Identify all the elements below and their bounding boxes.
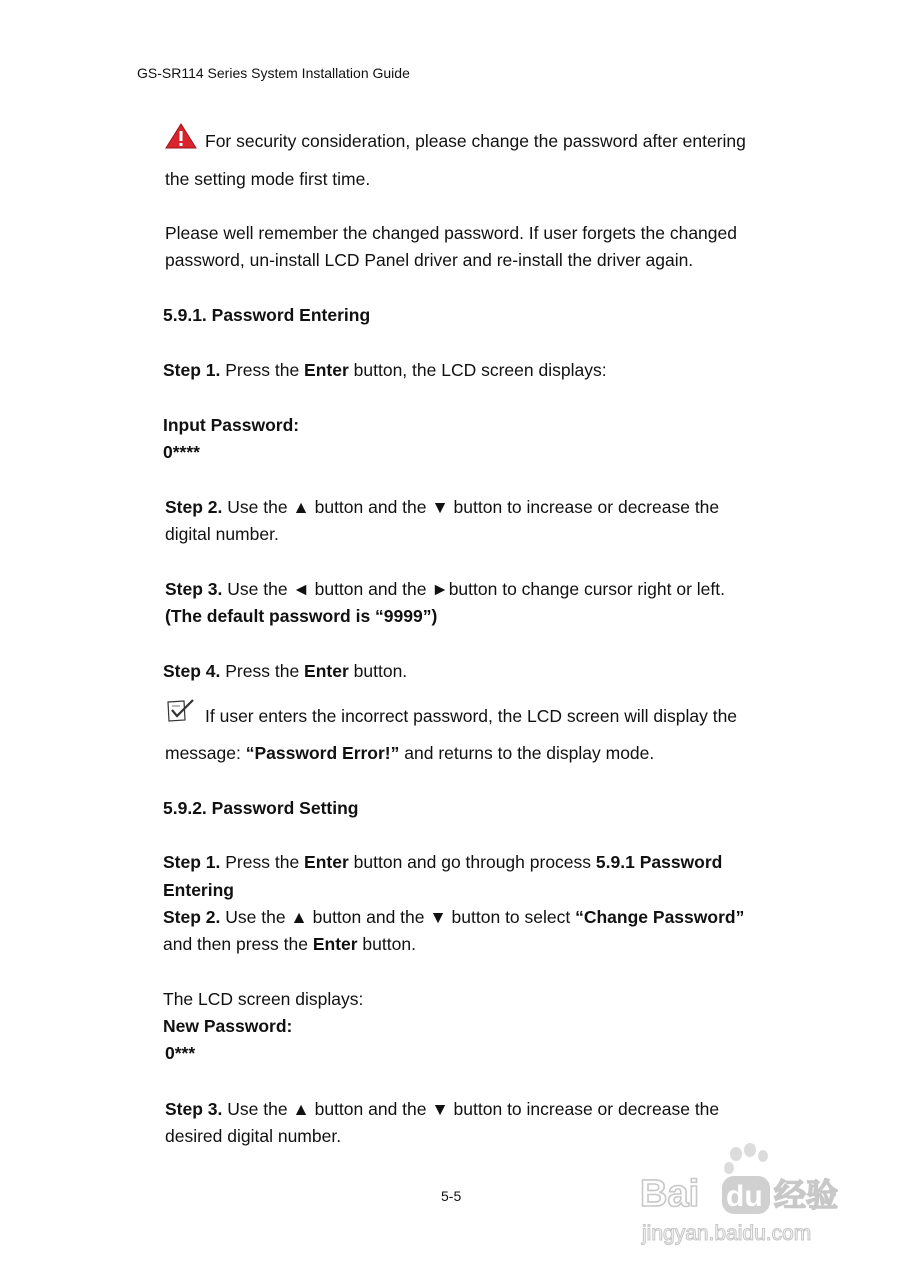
entering-step-4 [163,660,407,682]
entering-step-1 [163,359,607,381]
entering-step-2-line-2: digital number. [165,524,279,544]
running-header: GS-SR114 Series System Installation Guide [137,65,410,81]
step-label: Step 3. [165,579,223,599]
note-line-2 [165,742,654,764]
step-label: Step 1. [163,852,221,872]
step-text: Use the ▲ button and the ▼ button to increase or decrease the [222,1099,720,1119]
step-label: Step 2. [163,907,221,927]
section-reference: 5.9.1 Password [595,852,723,872]
baidu-watermark [636,1140,866,1250]
section-heading-password-entering: 5.9.1. Password Entering [163,305,371,325]
key-name: Enter [304,661,349,681]
remember-line-2: password, un-install LCD Panel driver and re-install the driver again. [165,250,694,270]
menu-option: “Change Password” [575,907,745,927]
step-label: Step 3. [165,1099,223,1119]
step-text: Press the [220,661,305,681]
step-text: button. [348,661,408,681]
setting-step-3-line-1 [165,1098,719,1120]
step-text: Press the [220,360,305,380]
step-text: Use the ▲ button and the ▼ button to select [220,907,576,927]
step-text: Use the ▲ button and the ▼ button to increase or decrease the [222,497,720,517]
step-text: button. [357,934,416,954]
note-text: and returns to the display mode. [399,743,655,763]
entering-step-2-line-1 [165,496,719,518]
lcd-password-mask: 0**** [163,442,200,462]
setting-step-2-line-2 [163,933,416,955]
entering-step-3-line-1 [165,578,725,600]
setting-step-2-line-1 [163,906,744,928]
section-heading-password-setting: 5.9.2. Password Setting [163,798,359,818]
step-text: and then press the [163,934,313,954]
step-label: Step 4. [163,661,221,681]
note-text: message: [165,743,246,763]
step-text: button and go through process [348,852,596,872]
lcd-new-password-mask: 0*** [165,1043,196,1063]
step-text: Press the [220,852,305,872]
watermark-url: jingyan.baidu.com [642,1222,812,1245]
watermark-brand: Bai [640,1173,700,1215]
lcd-new-password: New Password: [163,1016,293,1036]
lcd-input-password: Input Password: [163,415,300,435]
note-check-icon [166,698,196,724]
note-line-1: If user enters the incorrect password, the LCD screen will display the [205,706,738,726]
step-label: Step 1. [163,360,221,380]
setting-step-1-line-2: Entering [163,880,234,900]
default-password-note: (The default password is “9999”) [165,606,438,626]
step-text: Use the ◄ button and the ►button to change cursor right or left. [222,579,725,599]
watermark-cn: 经验 [774,1176,839,1214]
setting-step-1-line-1 [163,851,722,873]
step-text: button, the LCD screen displays: [348,360,607,380]
watermark-brand-2: du [726,1180,763,1213]
lcd-intro: The LCD screen displays: [163,989,364,1009]
remember-line-1: Please well remember the changed password. If user forgets the changed [165,223,737,243]
key-name: Enter [304,360,349,380]
page-number: 5-5 [441,1188,462,1204]
setting-step-3-line-2: desired digital number. [165,1126,342,1146]
step-label: Step 2. [165,497,223,517]
warning-line-2: the setting mode first time. [165,169,371,189]
warning-line-1: For security consideration, please change the password after entering [205,131,746,151]
key-name: Enter [312,934,358,954]
error-message: “Password Error!” [245,743,400,763]
key-name: Enter [304,852,349,872]
warning-triangle-icon [165,123,197,149]
